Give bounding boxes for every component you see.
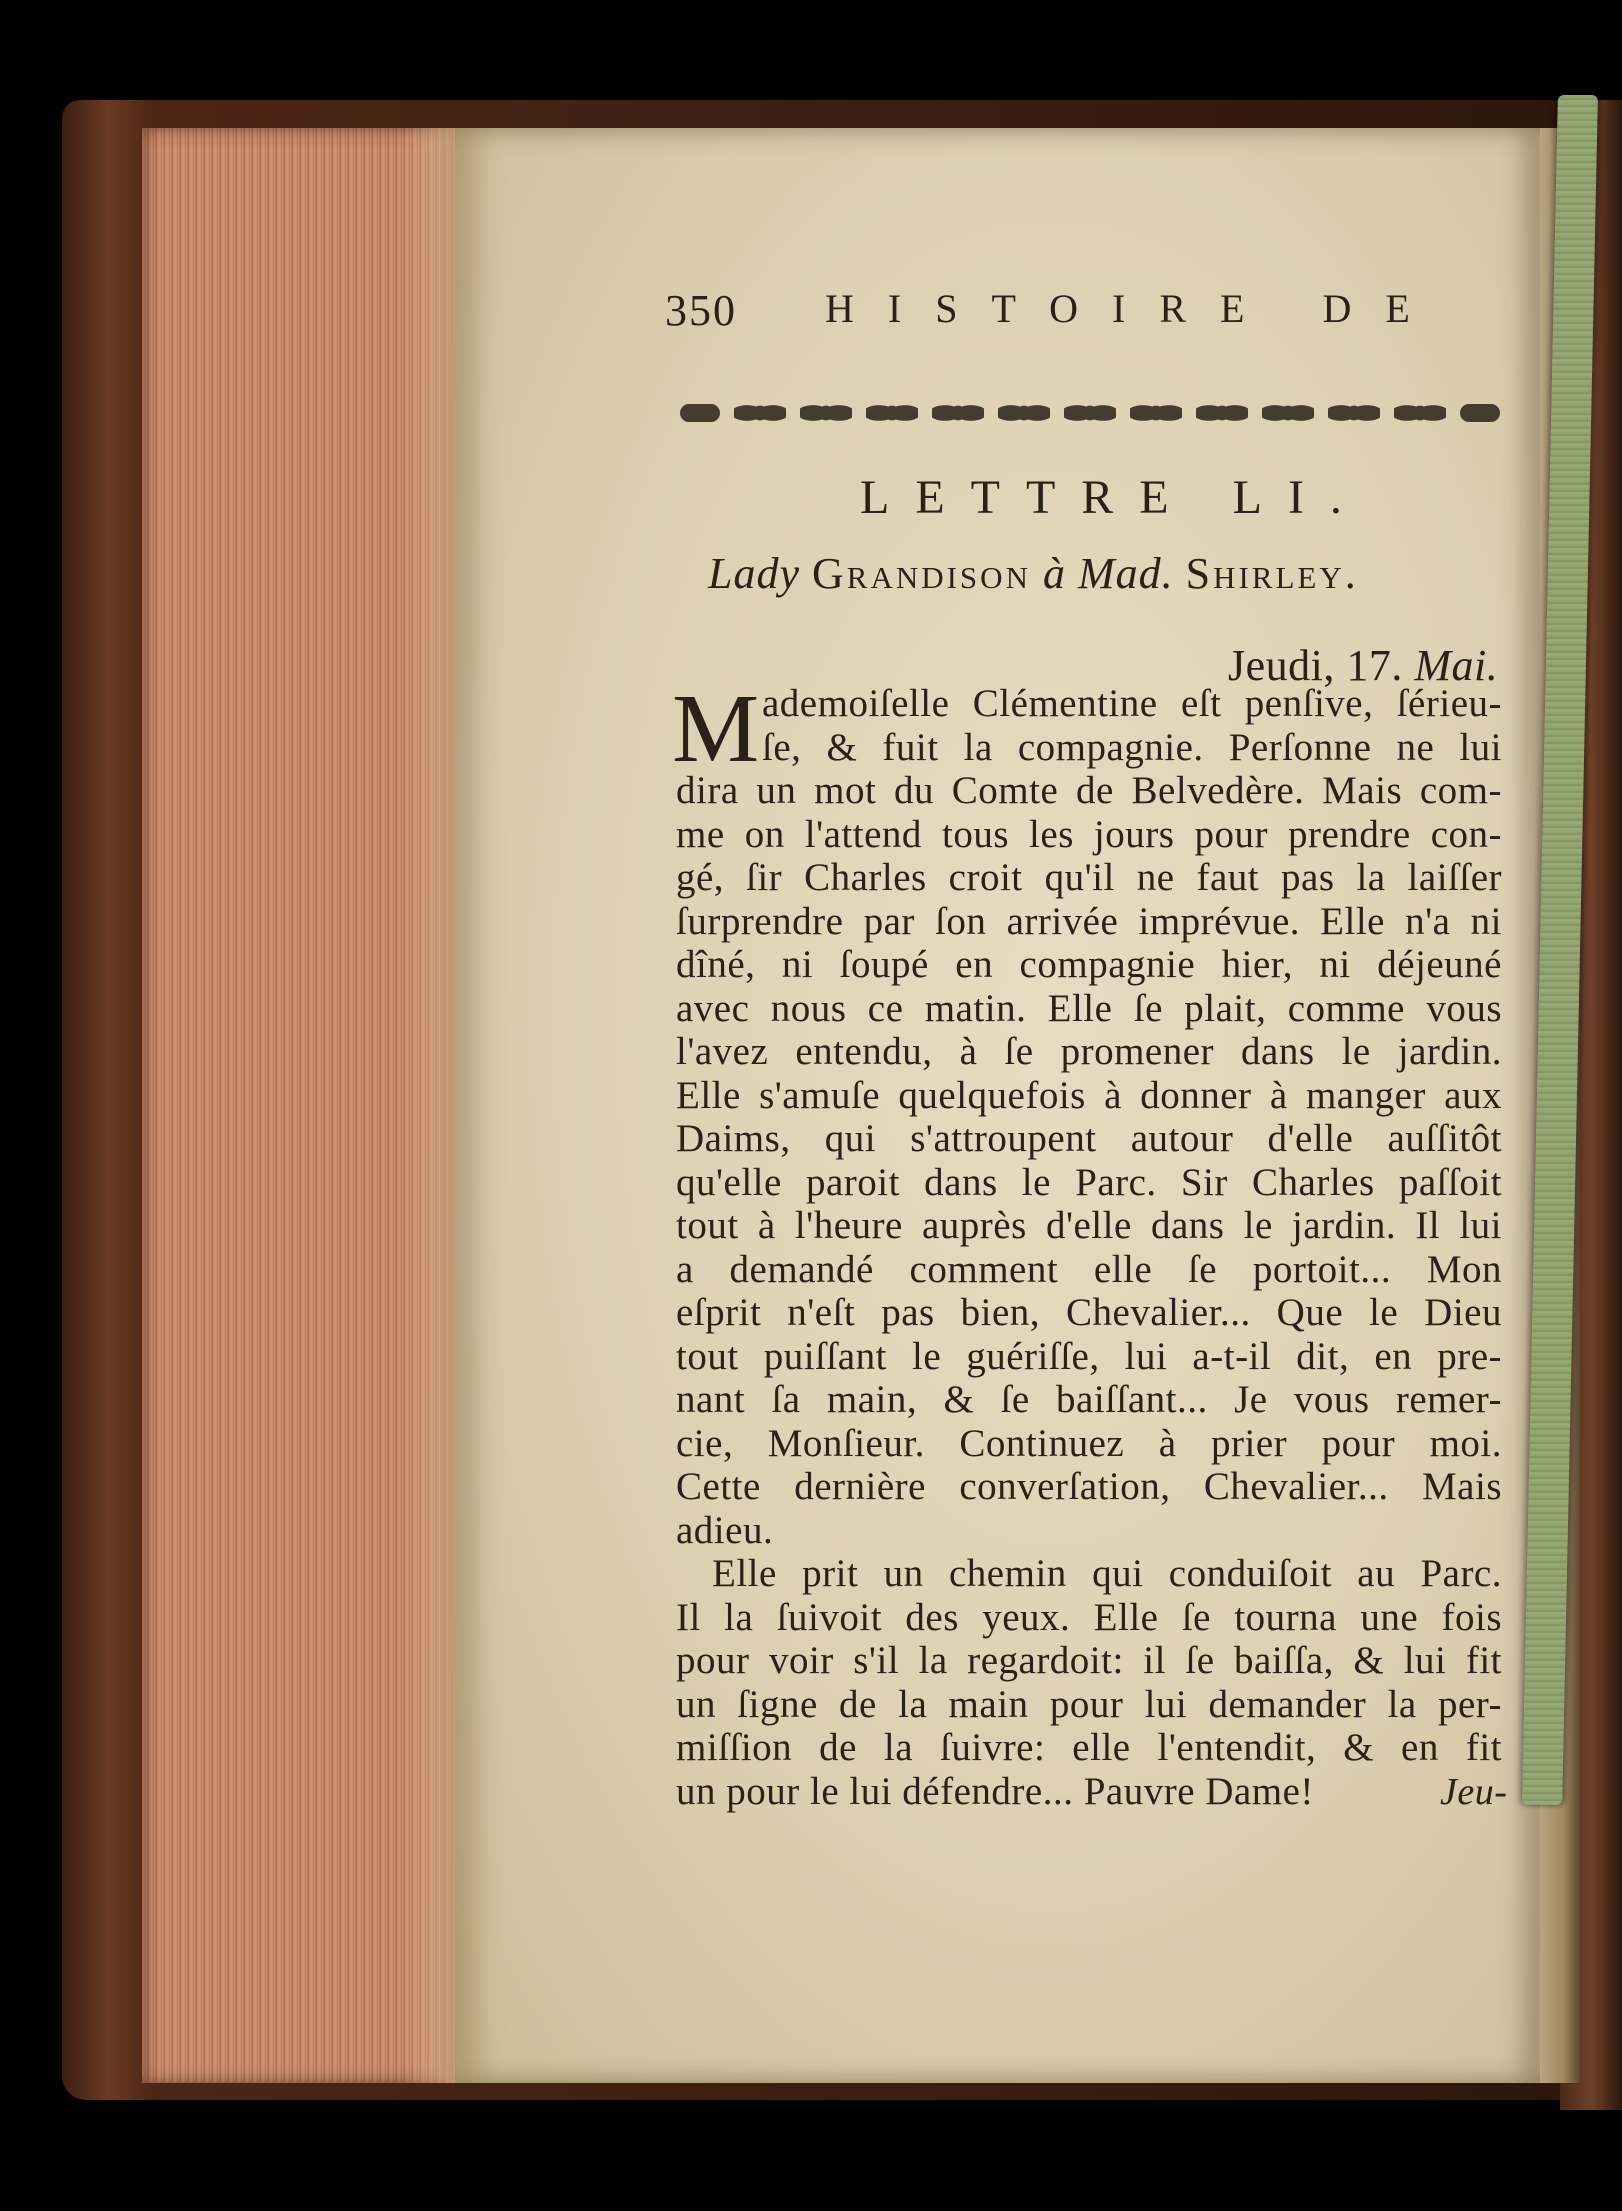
body-line: tout à l'heure auprès d'elle dans le jardin. Il lui xyxy=(676,1204,1502,1247)
recipient-prefix: Mad. xyxy=(1077,549,1174,598)
page-number: 350 xyxy=(665,286,737,335)
body-line: Il la ſuivoit des yeux. Elle ſe tourna une fois xyxy=(676,1595,1502,1639)
body-line: ademoiſelle Clémentine eſt penſive, ſérieu- xyxy=(762,682,1502,725)
drop-cap: M xyxy=(672,675,760,783)
ornamental-rule xyxy=(680,388,1500,438)
body-line: ſe, & fuit la compagnie. Perſonne ne lui xyxy=(762,725,1502,769)
ornament-fleuron xyxy=(1394,394,1446,432)
body-line: ſurprendre par ſon arrivée imprévue. Elle n'a ni xyxy=(676,899,1502,943)
ornament-end-right xyxy=(1460,404,1500,422)
letter-body xyxy=(676,682,1502,1813)
body-line: Elle prit un chemin qui conduiſoit au Parc. xyxy=(712,1552,1502,1595)
ornament-fleuron xyxy=(734,394,786,432)
body-line: nant ſa main, & ſe baiſſant... Je vous remer- xyxy=(676,1378,1502,1421)
page-edge-shadow xyxy=(400,128,462,2083)
body-line: pour voir s'il la regardoit: il ſe baiſſa, & lui fit xyxy=(676,1639,1502,1682)
body-line: Daims, qui s'attroupent autour d'elle auſſitôt xyxy=(676,1117,1502,1160)
ornament-fleuron xyxy=(800,394,852,432)
body-line: un pour le lui défendre... Pauvre Dame! xyxy=(676,1769,1314,1813)
date-day: Jeudi, 17. xyxy=(1228,641,1403,690)
body-line: me on l'attend tous les jours pour prendre con- xyxy=(676,812,1502,856)
body-line: Elle s'amuſe quelquefois à donner à manger aux xyxy=(676,1073,1502,1117)
ornament-fleuron xyxy=(1064,394,1116,432)
letter-title: LETTRE LI. xyxy=(860,471,1368,524)
ornament-end-left xyxy=(680,404,720,422)
ornament-fleuron xyxy=(1328,394,1380,432)
recipient-name: Shirley. xyxy=(1185,549,1359,598)
body-line: dira un mot du Comte de Belvedère. Mais com- xyxy=(676,769,1502,812)
body-line: l'avez entendu, à ſe promener dans le jardin. xyxy=(676,1030,1502,1073)
body-line: un ſigne de la main pour lui demander la per- xyxy=(676,1682,1502,1726)
ornament-fleuron xyxy=(866,394,918,432)
body-line: tout puiſſant le guériſſe, lui a-t-il dit, en pre- xyxy=(676,1334,1502,1378)
ornament-fleuron xyxy=(932,394,984,432)
letter-address xyxy=(708,548,1359,599)
ornament-fleuron xyxy=(1196,394,1248,432)
body-line: eſprit n'eſt pas bien, Chevalier... Que le Dieu xyxy=(676,1291,1502,1334)
body-line: dîné, ni ſoupé en compagnie hier, ni déjeuné xyxy=(676,943,1502,986)
date-month: Mai. xyxy=(1414,641,1499,690)
sender-name: Grandison xyxy=(812,549,1031,598)
body-line: gé, ſir Charles croit qu'il ne faut pas la laiſſer xyxy=(676,856,1502,899)
address-preposition: à xyxy=(1042,549,1066,598)
ornament-fleuron xyxy=(1262,394,1314,432)
body-line: avec nous ce matin. Elle ſe plait, comme vous xyxy=(676,986,1502,1030)
body-line: a demandé comment elle ſe portoit... Mon xyxy=(676,1247,1502,1291)
running-title: HISTOIRE DE xyxy=(825,286,1444,331)
ornament-fleuron xyxy=(998,394,1050,432)
ornament-fleuron xyxy=(1130,394,1182,432)
catchword: Jeu- xyxy=(1440,1771,1508,1813)
body-line: cie, Monſieur. Continuez à prier pour moi. xyxy=(676,1421,1502,1465)
body-line: qu'elle paroit dans le Parc. Sir Charles paſſoit xyxy=(676,1160,1502,1204)
sender-prefix: Lady xyxy=(708,549,800,598)
body-line: Cette dernière converſation, Chevalier... Mais xyxy=(676,1465,1502,1508)
body-line: adieu. xyxy=(676,1508,774,1552)
body-line: miſſion de la ſuivre: elle l'entendit, & en fit xyxy=(676,1726,1502,1769)
